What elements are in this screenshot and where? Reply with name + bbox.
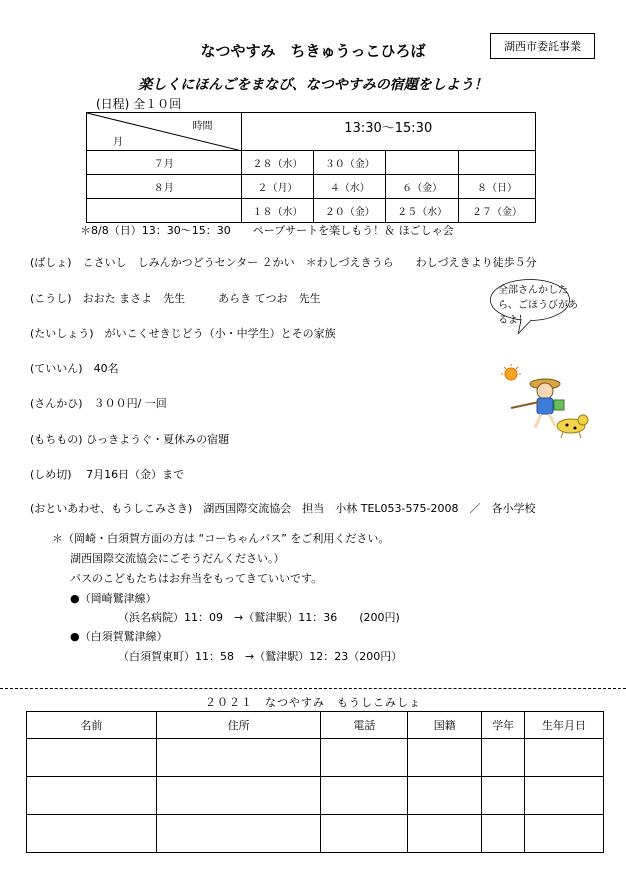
header-name: 名前 xyxy=(27,712,157,739)
header-nationality: 国籍 xyxy=(408,712,482,739)
month-cell: ７月 xyxy=(87,151,242,175)
table-row xyxy=(87,151,536,175)
phone-cell[interactable] xyxy=(321,739,408,777)
address-cell[interactable] xyxy=(156,739,321,777)
info-belongings: (もちもの) ひっきようぐ・夏休みの宿題 xyxy=(30,433,230,446)
date-cell: １８（水） xyxy=(241,199,314,223)
grade-cell[interactable] xyxy=(482,815,525,853)
date-cell xyxy=(459,151,536,175)
table-row xyxy=(87,175,536,199)
name-cell[interactable] xyxy=(27,815,157,853)
grade-cell[interactable] xyxy=(482,739,525,777)
address-cell[interactable] xyxy=(156,777,321,815)
phone-cell[interactable] xyxy=(321,777,408,815)
table-row xyxy=(27,815,604,853)
nationality-cell[interactable] xyxy=(408,777,482,815)
cut-line xyxy=(0,688,626,689)
bus-intro-1: ＊（岡崎・白須賀方面の方は “コーちゃんバス” をご利用ください。 xyxy=(52,532,390,545)
header-phone: 電話 xyxy=(321,712,408,739)
schedule-table xyxy=(86,112,536,223)
schedule-corner-cell xyxy=(87,113,242,151)
month-cell: ８月 xyxy=(87,175,242,199)
aug8-note: ＊8/8（日）13：30〜15：30 ペープサートを楽しもう！＆ ほごしゃ会 xyxy=(80,224,454,237)
bus-route-1-time: （浜名病院）11：09 →（鷲津駅）11：36 (200円) xyxy=(118,611,400,624)
header-birthdate: 生年月日 xyxy=(525,712,604,739)
table-row xyxy=(27,739,604,777)
bus-route-1-name: ●（岡崎鷲津線） xyxy=(70,592,157,605)
info-place: (ばしょ) こさいし しみんかつどうセンター ２かい ＊わしづえきうら わしづえきより徒歩５分 xyxy=(30,256,537,269)
time-range: 13:30〜15:30 xyxy=(241,113,535,151)
table-row xyxy=(87,199,536,223)
page-title: なつやすみ ちきゅうっこひろば xyxy=(200,42,426,60)
date-cell: ２５（水） xyxy=(386,199,459,223)
session-count: (日程) 全１０回 xyxy=(96,97,182,111)
table-row xyxy=(27,777,604,815)
diagonal-line xyxy=(87,113,242,151)
date-cell: ２（月） xyxy=(241,175,314,199)
header-grade: 学年 xyxy=(482,712,525,739)
month-cell xyxy=(87,199,242,223)
child-with-dog-illustration xyxy=(497,362,589,442)
bus-intro-3: バスのこどもたちはお弁当をもってきていいです。 xyxy=(70,572,323,585)
name-cell[interactable] xyxy=(27,739,157,777)
date-cell: ２７（金） xyxy=(459,199,536,223)
bubble-message: 全部さんかしたら、ごほうびがあるよ！ xyxy=(498,285,578,326)
form-header-row xyxy=(27,712,604,739)
birthdate-cell[interactable] xyxy=(525,815,604,853)
info-target: (たいしょう) がいこくせきじどう（小・中学生）とその家族 xyxy=(30,327,336,340)
date-cell: ６（金） xyxy=(386,175,459,199)
grade-cell[interactable] xyxy=(482,777,525,815)
bus-intro-2: 湖西国際交流協会にごそうだんください。） xyxy=(70,552,285,565)
month-label: 月 xyxy=(113,137,123,148)
bus-route-2-time: （白須賀東町）11：58 →（鷲津駅）12：23（200円） xyxy=(118,650,403,663)
page-subtitle: 楽しくにほんごをまなび、なつやすみの宿題をしよう！ xyxy=(138,77,488,93)
address-cell[interactable] xyxy=(156,815,321,853)
date-cell: ４（水） xyxy=(314,175,386,199)
date-cell: ２８（水） xyxy=(241,151,314,175)
nationality-cell[interactable] xyxy=(408,815,482,853)
application-form-table xyxy=(26,711,604,853)
header-address: 住所 xyxy=(156,712,321,739)
bus-route-2-name: ●（白須賀鷲津線） xyxy=(70,630,168,643)
date-cell: ３０（金） xyxy=(314,151,386,175)
name-cell[interactable] xyxy=(27,777,157,815)
commission-badge: 湖西市委託事業 xyxy=(490,33,595,59)
birthdate-cell[interactable] xyxy=(525,777,604,815)
info-teacher: (こうし) おおた まさよ 先生 あらき てつお 先生 xyxy=(30,292,321,305)
info-capacity: (ていいん) 40名 xyxy=(30,362,119,375)
date-cell: ２０（金） xyxy=(314,199,386,223)
form-title: ２０２１ なつやすみ もうしこみしょ xyxy=(205,696,421,709)
date-cell: ８（日） xyxy=(459,175,536,199)
time-label: 時間 xyxy=(192,121,213,132)
date-cell xyxy=(386,151,459,175)
info-contact: (おといあわせ、もうしこみさき) 湖西国際交流協会 担当 小林 TEL053-575-2008 ／ 各小学校 xyxy=(30,502,536,515)
nationality-cell[interactable] xyxy=(408,739,482,777)
info-fee: (さんかひ) ３００円/ 一回 xyxy=(30,397,167,410)
birthdate-cell[interactable] xyxy=(525,739,604,777)
info-deadline: (しめ切) 7月16日（金）まで xyxy=(30,468,185,481)
phone-cell[interactable] xyxy=(321,815,408,853)
